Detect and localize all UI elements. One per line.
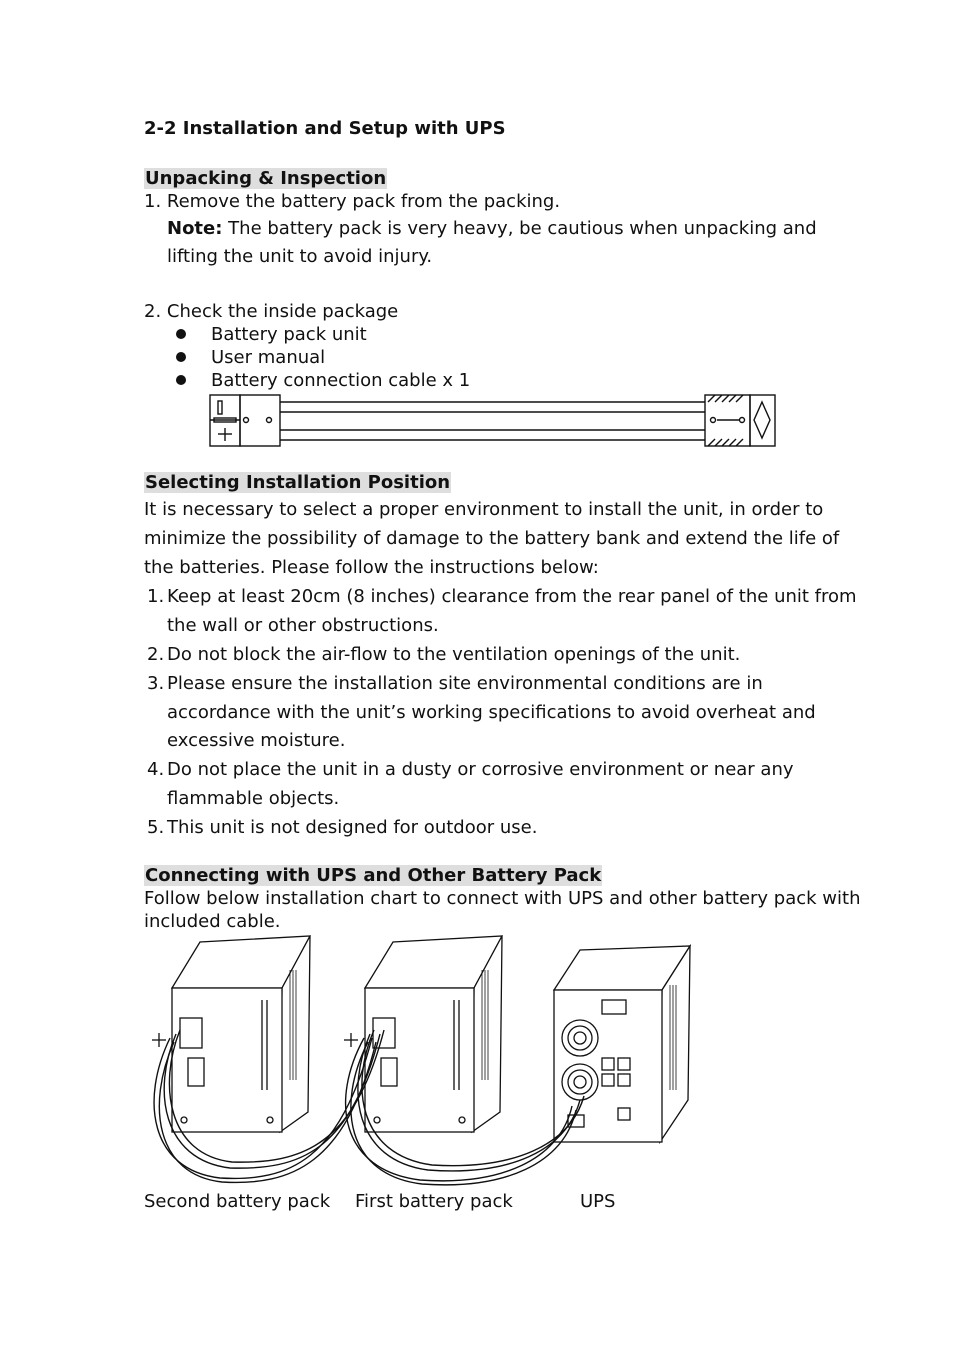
ups-drawing xyxy=(554,946,690,1142)
position-intro: the batteries. Please follow the instructions below: xyxy=(144,557,599,578)
first-battery-pack-drawing xyxy=(344,936,502,1132)
step-text: excessive moisture. xyxy=(167,730,346,751)
package-item: Battery connection cable x 1 xyxy=(211,370,471,391)
unpacking-step-2: 2. Check the inside package xyxy=(144,301,399,322)
step-number: 4. xyxy=(147,759,165,780)
package-item: User manual xyxy=(211,347,326,368)
section-heading-unpacking: Unpacking & Inspection xyxy=(145,168,387,189)
connection-diagram xyxy=(140,930,700,1192)
unpacking-step-1: 1. Remove the battery pack from the packing. xyxy=(144,191,561,212)
step-text: the wall or other obstructions. xyxy=(167,615,439,636)
note-label: Note: xyxy=(167,218,223,239)
step-number: 3. xyxy=(147,673,165,694)
section-heading-position: Selecting Installation Position xyxy=(145,472,451,493)
step-text: Do not place the unit in a dusty or corrosive environment or near any xyxy=(167,759,794,780)
bullet-icon xyxy=(176,375,186,385)
package-item: Battery pack unit xyxy=(211,324,367,345)
position-intro: It is necessary to select a proper environment to install the unit, in order to xyxy=(144,499,824,520)
step-text: flammable objects. xyxy=(167,788,340,809)
battery-cable-illustration xyxy=(205,392,780,452)
page-title: 2-2 Installation and Setup with UPS xyxy=(144,118,506,139)
bullet-icon xyxy=(176,352,186,362)
step-text: Keep at least 20cm (8 inches) clearance from the rear panel of the unit from xyxy=(167,586,857,607)
step-text: Please ensure the installation site environmental conditions are in xyxy=(167,673,763,694)
section-heading-connecting: Connecting with UPS and Other Battery Pack xyxy=(145,865,602,886)
label-first-battery-pack: First battery pack xyxy=(355,1191,513,1212)
position-intro: minimize the possibility of damage to the battery bank and extend the life of xyxy=(144,528,840,549)
step-number: 1. xyxy=(147,586,165,607)
connecting-text: included cable. xyxy=(144,911,281,932)
connecting-text: Follow below installation chart to connect with UPS and other battery pack with xyxy=(144,888,861,909)
step-text: Do not block the air-flow to the ventilation openings of the unit. xyxy=(167,644,741,665)
step-number: 2. xyxy=(147,644,165,665)
step-text: accordance with the unit’s working specifications to avoid overheat and xyxy=(167,702,816,723)
label-second-battery-pack: Second battery pack xyxy=(144,1191,331,1212)
step-number: 5. xyxy=(147,817,165,838)
label-ups: UPS xyxy=(580,1191,616,1212)
step-text: This unit is not designed for outdoor use. xyxy=(167,817,538,838)
unpacking-note: Note: The battery pack is very heavy, be cautious when unpacking and xyxy=(167,218,817,239)
bullet-icon xyxy=(176,329,186,339)
unpacking-note-cont: lifting the unit to avoid injury. xyxy=(167,246,433,267)
